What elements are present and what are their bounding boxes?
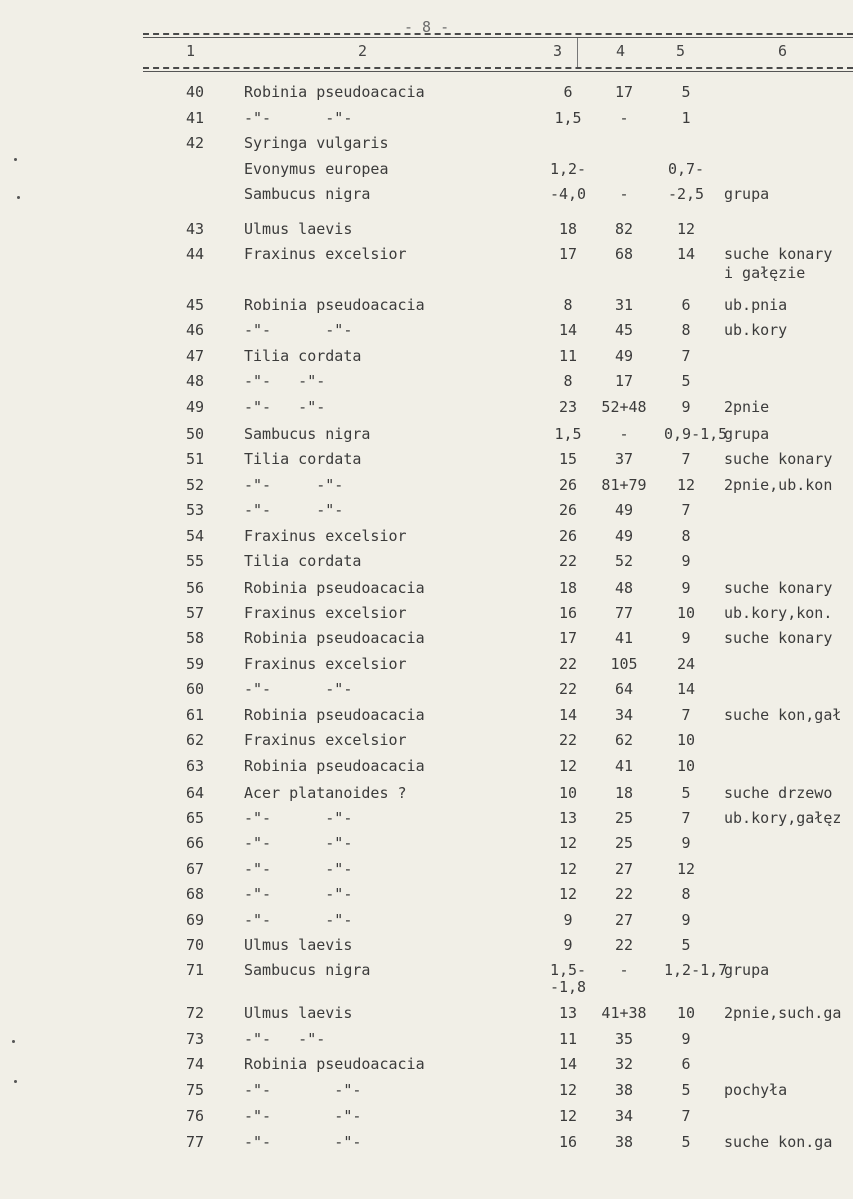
- cell-c4: 32: [614, 1055, 634, 1073]
- cell-c5: 9: [681, 911, 691, 929]
- cell-c6: suche konary: [724, 629, 833, 647]
- cell-c2: -"- -"-: [244, 109, 353, 127]
- cell-c6: pochyła: [724, 1081, 788, 1099]
- cell-c1: 45: [186, 296, 205, 314]
- cell-c4: 37: [614, 450, 634, 468]
- col-header-2: 2: [358, 42, 368, 60]
- cell-c4: 18: [614, 784, 634, 802]
- col-header-5: 5: [676, 42, 686, 60]
- cell-c1: 72: [186, 1004, 205, 1022]
- cell-c1: 54: [186, 527, 205, 545]
- header-rule-bottom-solid: [143, 71, 853, 72]
- col-header-6: 6: [778, 42, 788, 60]
- cell-c2: Robinia pseudoacacia: [244, 1055, 425, 1073]
- cell-c5: 1,2-1,7: [664, 961, 728, 979]
- cell-c1: 51: [186, 450, 205, 468]
- cell-c5: 5: [681, 83, 691, 101]
- cell-c2: -"- -"-: [244, 885, 353, 903]
- cell-c4: 25: [614, 809, 634, 827]
- cell-c6: ub.kory: [724, 321, 788, 339]
- cell-c1: 48: [186, 372, 205, 390]
- cell-c2: -"- -"-: [244, 1133, 362, 1151]
- cell-c2: Fraxinus excelsior: [244, 655, 407, 673]
- cell-c6: 2pnie,such.ga: [724, 1004, 842, 1022]
- cell-c3: 12: [558, 1107, 578, 1125]
- cell-c2: -"- -"-: [244, 1107, 362, 1125]
- cell-c4: 38: [614, 1081, 634, 1099]
- cell-c1: 57: [186, 604, 205, 622]
- cell-c1: 55: [186, 552, 205, 570]
- cell-c3: 6: [563, 83, 573, 101]
- cell-c4: 22: [614, 885, 634, 903]
- cell-c5: 14: [676, 245, 696, 263]
- cell-c2: Ulmus laevis: [244, 220, 353, 238]
- cell-c3: 8: [563, 372, 573, 390]
- cell-c2: -"- -"-: [244, 911, 353, 929]
- cell-c5: 12: [676, 220, 696, 238]
- cell-c1: 66: [186, 834, 205, 852]
- cell-c5: 10: [676, 731, 696, 749]
- cell-c3: 12: [558, 1081, 578, 1099]
- cell-c6: 2pnie: [724, 398, 770, 416]
- cell-c5: 5: [681, 784, 691, 802]
- cell-c3: 26: [558, 476, 578, 494]
- cell-c4: 82: [614, 220, 634, 238]
- cell-c3: 1,5: [554, 425, 582, 443]
- cell-c1: 70: [186, 936, 205, 954]
- cell-c2: -"- -"-: [244, 1030, 326, 1048]
- header-rule-top-solid: [143, 37, 853, 38]
- cell-c6: grupa: [724, 425, 770, 443]
- cell-c1: 63: [186, 757, 205, 775]
- cell-c3: 22: [558, 552, 578, 570]
- cell-c1: 41: [186, 109, 205, 127]
- cell-c2: -"- -"-: [244, 680, 353, 698]
- cell-c4: 27: [614, 860, 634, 878]
- cell-c4: 105: [610, 655, 638, 673]
- cell-c3: 9: [563, 936, 573, 954]
- cell-c3: 17: [558, 629, 578, 647]
- cell-c2: Robinia pseudoacacia: [244, 629, 425, 647]
- cell-c5: 9: [681, 398, 691, 416]
- cell-c2: Tilia cordata: [244, 552, 362, 570]
- cell-c1: 64: [186, 784, 205, 802]
- cell-c5: 12: [676, 476, 696, 494]
- cell-c4: 52: [614, 552, 634, 570]
- cell-c5: 8: [681, 527, 691, 545]
- cell-c6: suche konary: [724, 450, 833, 468]
- cell-c4: 49: [614, 527, 634, 545]
- cell-c3: 12: [558, 834, 578, 852]
- cell-c5: 5: [681, 372, 691, 390]
- cell-c4: 41: [614, 629, 634, 647]
- header-column-separator: [577, 38, 578, 68]
- cell-c4: 27: [614, 911, 634, 929]
- cell-c5: 5: [681, 936, 691, 954]
- cell-c4: 41: [614, 757, 634, 775]
- cell-c3: 26: [558, 527, 578, 545]
- cell-c1: 46: [186, 321, 205, 339]
- cell-c2: -"- -"-: [244, 1081, 362, 1099]
- cell-c2: Robinia pseudoacacia: [244, 706, 425, 724]
- cell-c5: 7: [681, 450, 691, 468]
- cell-c3: 12: [558, 757, 578, 775]
- cell-c3: 8: [563, 296, 573, 314]
- cell-c3: 18: [558, 579, 578, 597]
- cell-c4: 35: [614, 1030, 634, 1048]
- cell-c2: Ulmus laevis: [244, 936, 353, 954]
- cell-c4: 41+38: [601, 1004, 647, 1022]
- cell-c6: suche konary: [724, 579, 833, 597]
- cell-c5: 0,7-: [667, 160, 705, 178]
- cell-c4: 68: [614, 245, 634, 263]
- cell-c2: Ulmus laevis: [244, 1004, 353, 1022]
- cell-c2: -"- -"-: [244, 501, 344, 519]
- cell-c3: 11: [558, 347, 578, 365]
- cell-c1: 43: [186, 220, 205, 238]
- cell-c4: 48: [614, 579, 634, 597]
- cell-c3: 9: [563, 911, 573, 929]
- cell-c1: 58: [186, 629, 205, 647]
- cell-c2: -"- -"-: [244, 372, 326, 390]
- cell-c3: 23: [558, 398, 578, 416]
- cell-c4: 17: [614, 372, 634, 390]
- cell-c3: 1,5: [554, 109, 582, 127]
- cell-c4: 64: [614, 680, 634, 698]
- cell-c4: 22: [614, 936, 634, 954]
- cell-c2: -"- -"-: [244, 834, 353, 852]
- cell-c5: 6: [681, 1055, 691, 1073]
- cell-c4: 38: [614, 1133, 634, 1151]
- cell-c2: Tilia cordata: [244, 450, 362, 468]
- cell-c1: 74: [186, 1055, 205, 1073]
- cell-c4: 81+79: [601, 476, 647, 494]
- cell-c1: 61: [186, 706, 205, 724]
- cell-c6: suche drzewo: [724, 784, 833, 802]
- cell-c5: 7: [681, 501, 691, 519]
- cell-c2: Fraxinus excelsior: [244, 604, 407, 622]
- cell-c3: 15: [558, 450, 578, 468]
- cell-c5: 1: [681, 109, 691, 127]
- cell-c5: 10: [676, 604, 696, 622]
- cell-c1: 49: [186, 398, 205, 416]
- cell-c2: Syringa vulgaris: [244, 134, 389, 152]
- col-header-1: 1: [186, 42, 196, 60]
- cell-c1: 62: [186, 731, 205, 749]
- cell-c3: 1,2-: [549, 160, 587, 178]
- margin-mark: [12, 1040, 15, 1043]
- cell-c1: 75: [186, 1081, 205, 1099]
- cell-c6: suche kon.ga: [724, 1133, 833, 1151]
- cell-c4: -: [619, 961, 629, 979]
- cell-c2: Fraxinus excelsior: [244, 245, 407, 263]
- cell-c2: -"- -"-: [244, 398, 326, 416]
- cell-c6: 2pnie,ub.kon: [724, 476, 833, 494]
- cell-c1: 71: [186, 961, 205, 979]
- cell-c2: Robinia pseudoacacia: [244, 83, 425, 101]
- cell-c3: -4,0: [549, 185, 587, 203]
- cell-c2: Robinia pseudoacacia: [244, 296, 425, 314]
- cell-c3: 10: [558, 784, 578, 802]
- cell-c5: 5: [681, 1133, 691, 1151]
- cell-c2: Tilia cordata: [244, 347, 362, 365]
- cell-c1: 42: [186, 134, 205, 152]
- cell-c5: 24: [676, 655, 696, 673]
- cell-c2: Sambucus nigra: [244, 425, 371, 443]
- cell-c1: 67: [186, 860, 205, 878]
- cell-c4: -: [619, 425, 629, 443]
- cell-c5: 9: [681, 834, 691, 852]
- cell-c2: -"- -"-: [244, 476, 344, 494]
- cell-c3: 11: [558, 1030, 578, 1048]
- cell-c3: 16: [558, 604, 578, 622]
- cell-c5: 8: [681, 885, 691, 903]
- cell-c4: 34: [614, 706, 634, 724]
- cell-c2: Fraxinus excelsior: [244, 731, 407, 749]
- cell-c4: -: [619, 185, 629, 203]
- cell-c5: 12: [676, 860, 696, 878]
- cell-c1: 65: [186, 809, 205, 827]
- cell-c6: suche konary: [724, 245, 833, 263]
- cell-c3: 22: [558, 731, 578, 749]
- cell-c3: 17: [558, 245, 578, 263]
- cell-c3: 13: [558, 1004, 578, 1022]
- cell-c5: 8: [681, 321, 691, 339]
- cell-c2: Sambucus nigra: [244, 185, 371, 203]
- cell-c5: 5: [681, 1081, 691, 1099]
- cell-c3: 12: [558, 885, 578, 903]
- cell-c5: -2,5: [667, 185, 705, 203]
- margin-mark: [17, 196, 20, 199]
- cell-c6: i gałęzie: [724, 264, 806, 282]
- cell-c3: 1,5-: [549, 961, 587, 979]
- cell-c2: Evonymus europea: [244, 160, 389, 178]
- cell-c4: 49: [614, 347, 634, 365]
- cell-c2: -"- -"-: [244, 860, 353, 878]
- cell-c1: 69: [186, 911, 205, 929]
- cell-c6: grupa: [724, 185, 770, 203]
- cell-c4: 34: [614, 1107, 634, 1125]
- cell-c2: Fraxinus excelsior: [244, 527, 407, 545]
- cell-c3: 18: [558, 220, 578, 238]
- cell-c1: 68: [186, 885, 205, 903]
- cell-c5: 14: [676, 680, 696, 698]
- cell-c2: Sambucus nigra: [244, 961, 371, 979]
- cell-c3: 13: [558, 809, 578, 827]
- cell-c6: ub.pnia: [724, 296, 788, 314]
- cell-c3: 12: [558, 860, 578, 878]
- cell-c5: 7: [681, 347, 691, 365]
- cell-c2: Robinia pseudoacacia: [244, 579, 425, 597]
- cell-c6: ub.kory,gałęz: [724, 809, 842, 827]
- cell-c2: Acer platanoides ?: [244, 784, 407, 802]
- cell-c2: -"- -"-: [244, 809, 353, 827]
- header-rule-top: [143, 33, 853, 35]
- cell-c1: 60: [186, 680, 205, 698]
- cell-c3: 14: [558, 706, 578, 724]
- cell-c2: -"- -"-: [244, 321, 353, 339]
- cell-c4: 25: [614, 834, 634, 852]
- cell-c5: 6: [681, 296, 691, 314]
- col-header-4: 4: [616, 42, 626, 60]
- cell-c3: -1,8: [549, 978, 587, 996]
- cell-c3: 14: [558, 321, 578, 339]
- cell-c6: suche kon,gał: [724, 706, 842, 724]
- cell-c4: 52+48: [601, 398, 647, 416]
- cell-c4: 17: [614, 83, 634, 101]
- cell-c1: 52: [186, 476, 205, 494]
- cell-c1: 76: [186, 1107, 205, 1125]
- cell-c3: 22: [558, 680, 578, 698]
- cell-c4: 77: [614, 604, 634, 622]
- margin-mark: [14, 158, 17, 161]
- cell-c4: 49: [614, 501, 634, 519]
- cell-c4: 31: [614, 296, 634, 314]
- cell-c1: 59: [186, 655, 205, 673]
- cell-c1: 56: [186, 579, 205, 597]
- cell-c1: 73: [186, 1030, 205, 1048]
- cell-c5: 7: [681, 706, 691, 724]
- cell-c5: 9: [681, 579, 691, 597]
- cell-c1: 44: [186, 245, 205, 263]
- cell-c5: 9: [681, 629, 691, 647]
- cell-c4: 62: [614, 731, 634, 749]
- cell-c5: 7: [681, 1107, 691, 1125]
- cell-c5: 7: [681, 809, 691, 827]
- cell-c1: 50: [186, 425, 205, 443]
- cell-c3: 26: [558, 501, 578, 519]
- cell-c6: ub.kory,kon.: [724, 604, 833, 622]
- cell-c3: 14: [558, 1055, 578, 1073]
- cell-c1: 47: [186, 347, 205, 365]
- cell-c5: 10: [676, 1004, 696, 1022]
- cell-c1: 53: [186, 501, 205, 519]
- col-header-3: 3: [553, 42, 563, 60]
- cell-c3: 22: [558, 655, 578, 673]
- cell-c6: grupa: [724, 961, 770, 979]
- cell-c5: 0,9-1,5: [664, 425, 728, 443]
- header-rule-bottom: [143, 67, 853, 69]
- cell-c5: 9: [681, 552, 691, 570]
- cell-c4: 45: [614, 321, 634, 339]
- cell-c5: 10: [676, 757, 696, 775]
- page-number: - 8 -: [404, 18, 450, 36]
- margin-mark: [14, 1080, 17, 1083]
- cell-c3: 16: [558, 1133, 578, 1151]
- cell-c1: 77: [186, 1133, 205, 1151]
- cell-c4: -: [619, 109, 629, 127]
- cell-c2: Robinia pseudoacacia: [244, 757, 425, 775]
- cell-c1: 40: [186, 83, 205, 101]
- cell-c5: 9: [681, 1030, 691, 1048]
